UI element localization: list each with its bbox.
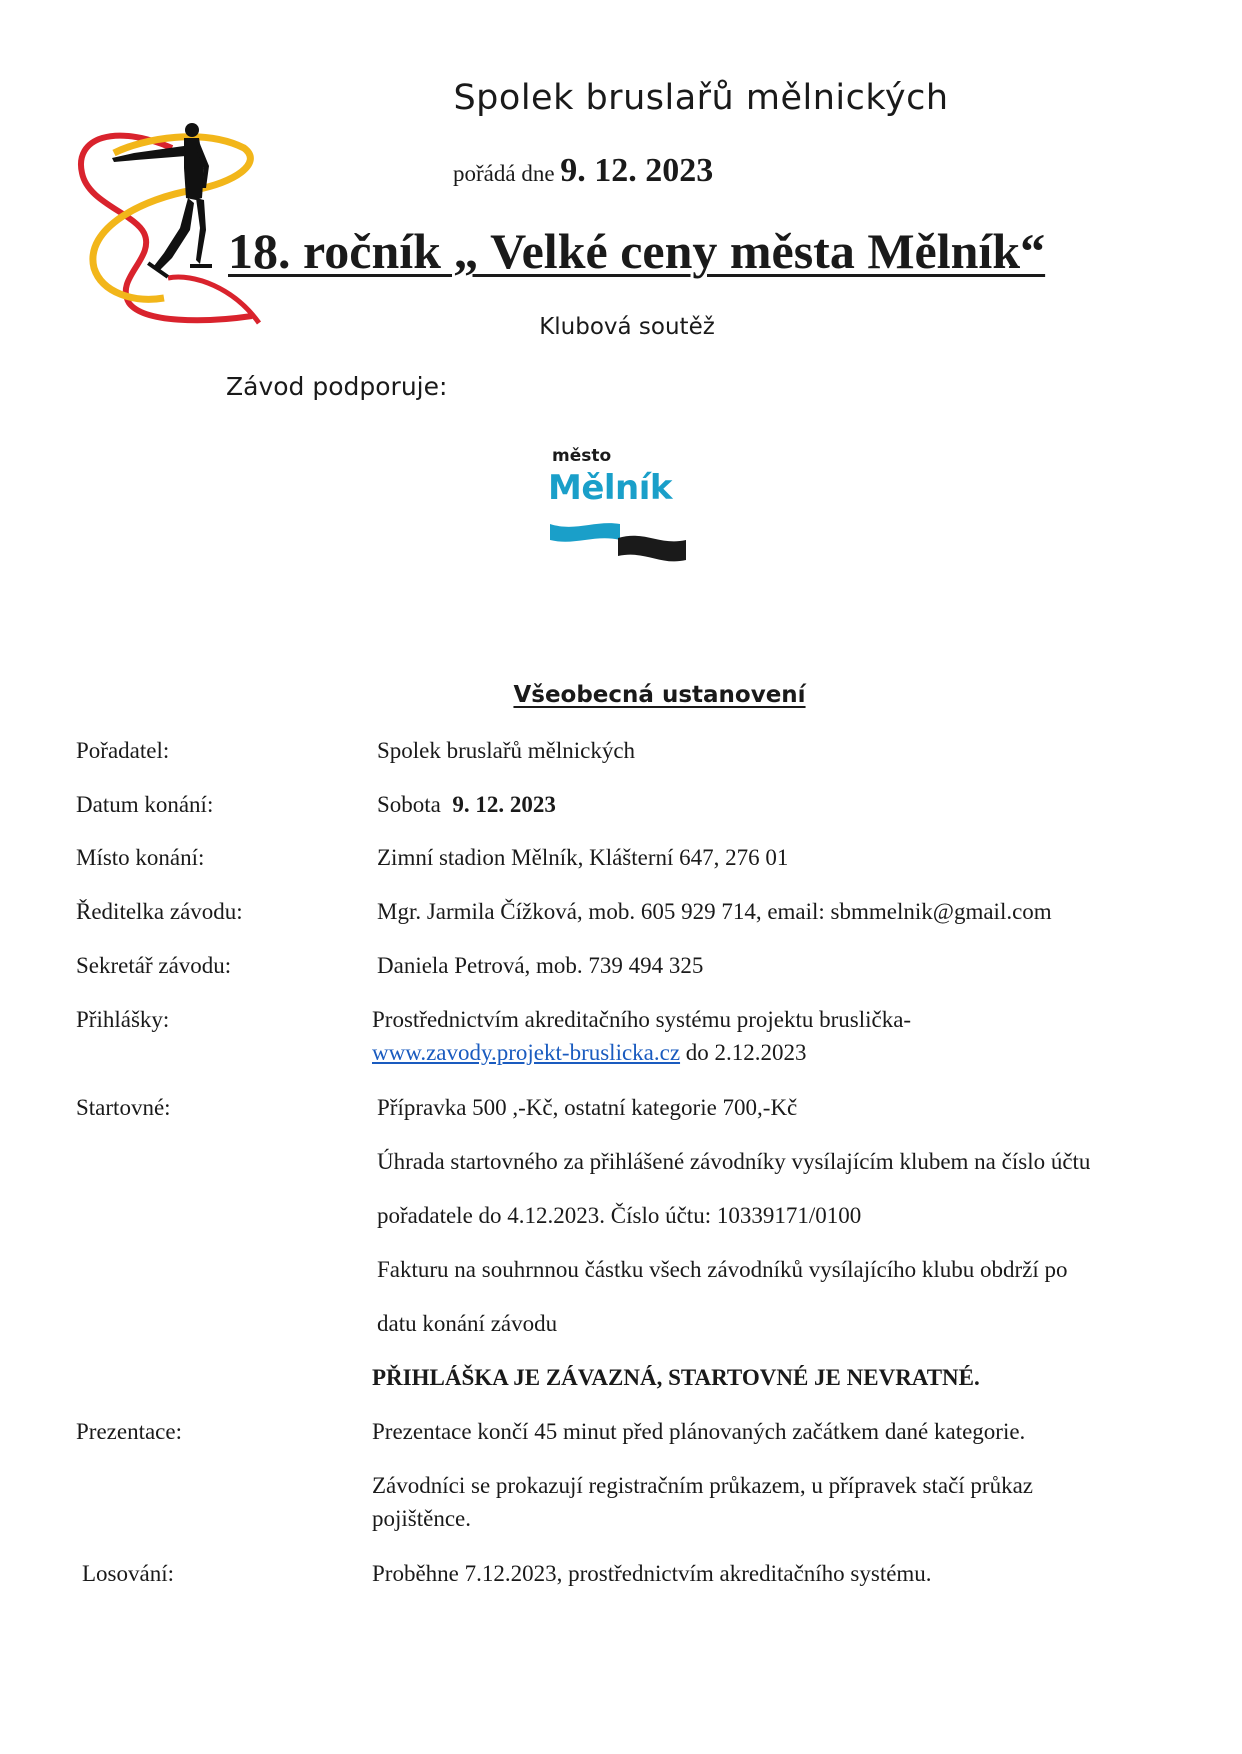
value-date-day: Sobota <box>377 792 441 817</box>
value-draw: Proběhne 7.12.2023, prostřednictvím akreditačního systému. <box>372 1561 932 1586</box>
value-fee-line1: Přípravka 500 ,-Kč, ostatní kategorie 700,-Kč <box>377 1095 798 1120</box>
club-title: Spolek bruslařů mělnických <box>453 78 949 118</box>
label-presentation: Prezentace: <box>76 1419 182 1444</box>
event-subtitle: Klubová soutěž <box>539 314 715 340</box>
event-date: 9. 12. 2023 <box>560 152 714 189</box>
value-presentation-line3: pojištěnce. <box>372 1506 471 1531</box>
section-title: Všeobecná ustanovení <box>513 682 806 708</box>
value-applications-line2 <box>372 1040 807 1066</box>
applications-deadline: do 2.12.2023 <box>680 1040 807 1065</box>
supported-by-label: Závod podporuje: <box>226 372 448 401</box>
value-presentation-line1: Prezentace končí 45 minut před plánovaných začátkem dané kategorie. <box>372 1419 1026 1444</box>
label-secretary: Sekretář závodu: <box>76 953 232 978</box>
value-fee-line5: datu konání závodu <box>377 1311 558 1336</box>
value-fee-line2: Úhrada startovného za přihlášené závodníky vysílajícím klubem na číslo účtu <box>377 1149 1091 1174</box>
label-fee: Startovné: <box>76 1095 171 1120</box>
value-date <box>377 792 556 818</box>
value-fee-line4: Fakturu na souhrnnou částku všech závodníků vysílajícího klubu obdrží po <box>377 1257 1068 1282</box>
event-title: 18. ročník „ Velké ceny města Mělník“ <box>228 223 1046 279</box>
label-director: Ředitelka závodu: <box>76 899 243 924</box>
value-applications-line1: Prostřednictvím akreditačního systému projektu bruslička- <box>372 1007 912 1032</box>
fee-warning: PŘIHLÁŠKA JE ZÁVAZNÁ, STARTOVNÉ JE NEVRATNÉ. <box>372 1365 980 1390</box>
melnik-logo <box>548 446 688 572</box>
value-fee-line3: pořadatele do 4.12.2023. Číslo účtu: 10339171/0100 <box>377 1203 862 1228</box>
value-director: Mgr. Jarmila Čížková, mob. 605 929 714, email: sbmmelnik@gmail.com <box>377 899 1052 924</box>
value-secretary: Daniela Petrová, mob. 739 494 325 <box>377 953 704 978</box>
logo-word-mesto: město <box>552 446 612 466</box>
label-applications: Přihlášky: <box>76 1007 170 1032</box>
date-prefix: pořádá dne <box>453 161 555 186</box>
value-presentation-line2: Závodníci se prokazují registračním průkazem, u přípravek stačí průkaz <box>372 1473 1033 1498</box>
value-date-date: 9. 12. 2023 <box>452 792 556 817</box>
label-draw: Losování: <box>82 1561 174 1586</box>
value-venue: Zimní stadion Mělník, Klášterní 647, 276 01 <box>377 845 789 870</box>
label-organizer: Pořadatel: <box>76 738 170 763</box>
value-organizer: Spolek bruslařů mělnických <box>377 738 636 763</box>
event-date-line <box>453 152 713 190</box>
label-venue: Místo konání: <box>76 845 205 870</box>
label-date: Datum konání: <box>76 792 214 817</box>
applications-link[interactable]: www.zavody.projekt-bruslicka.cz <box>372 1040 681 1065</box>
logo-word-melnik: Mělník <box>548 468 673 508</box>
logo-waves <box>550 520 686 570</box>
